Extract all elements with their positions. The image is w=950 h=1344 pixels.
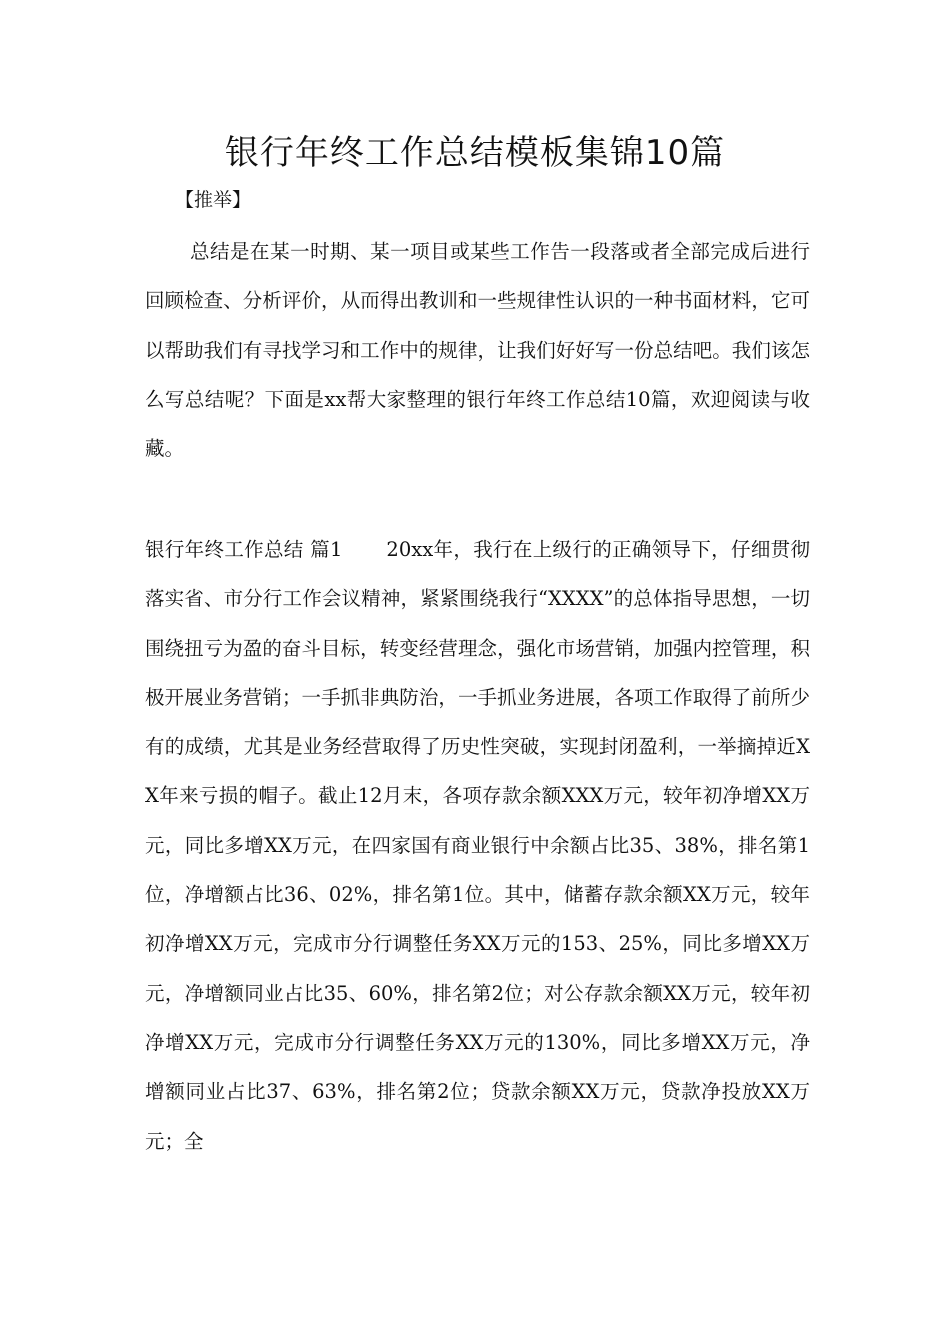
- recommend-tag: 【推举】: [175, 189, 252, 211]
- section-1-paragraph: [145, 525, 810, 1166]
- document-title: 银行年终工作总结模板集锦10篇: [224, 133, 726, 173]
- section-1-heading: 银行年终工作总结 篇1: [145, 538, 343, 561]
- intro-paragraph: 总结是在某一时期、某一项目或某些工作告一段落或者全部完成后进行回顾检查、分析评价，从而得出教训和一些规律性认识的一种书面材料，它可以帮助我们有寻找学习和工作中的规律，让我们好好写一份总结吧。我们该怎么写总结呢？下面是xx帮大家整理的银行年终工作总结10篇，欢迎阅读与收藏。: [145, 240, 810, 461]
- section-1-body: 20xx年，我行在上级行的正确领导下，仔细贯彻落实省、市分行工作会议精神，紧紧围绕我行“XXXX”的总体指导思想，一切围绕扭亏为盈的奋斗目标，转变经营理念，强化市场营销，加强内控管理，积极开展业务营销；一手抓非典防治，一手抓业务进展，各项工作取得了前所少有的成绩，尤其是业务经营取得了历史性突破，实现封闭盈利，一举摘掉近XX年来亏损的帽子。截止12月末，各项存款余额XXX万元，较年初净增XX万元，同比多增XX万元，在四家国有商业银行中余额占比35、38%，排名第1位，净增额占比36、02%，排名第1位。其中，储蓄存款余额XX万元，较年初净增XX万元，完成市分行调整任务XX万元的153、25%，同比多增XX万元，净增额同业占比35、60%，排名第2位；对公存款余额XX万元，较年初净增XX万元，完成市分行调整任务XX万元的130%，同比多增XX万元，净增额同业占比37、63%，排名第2位；贷款余额XX万元，贷款净投放XX万元；全: [145, 538, 811, 1153]
